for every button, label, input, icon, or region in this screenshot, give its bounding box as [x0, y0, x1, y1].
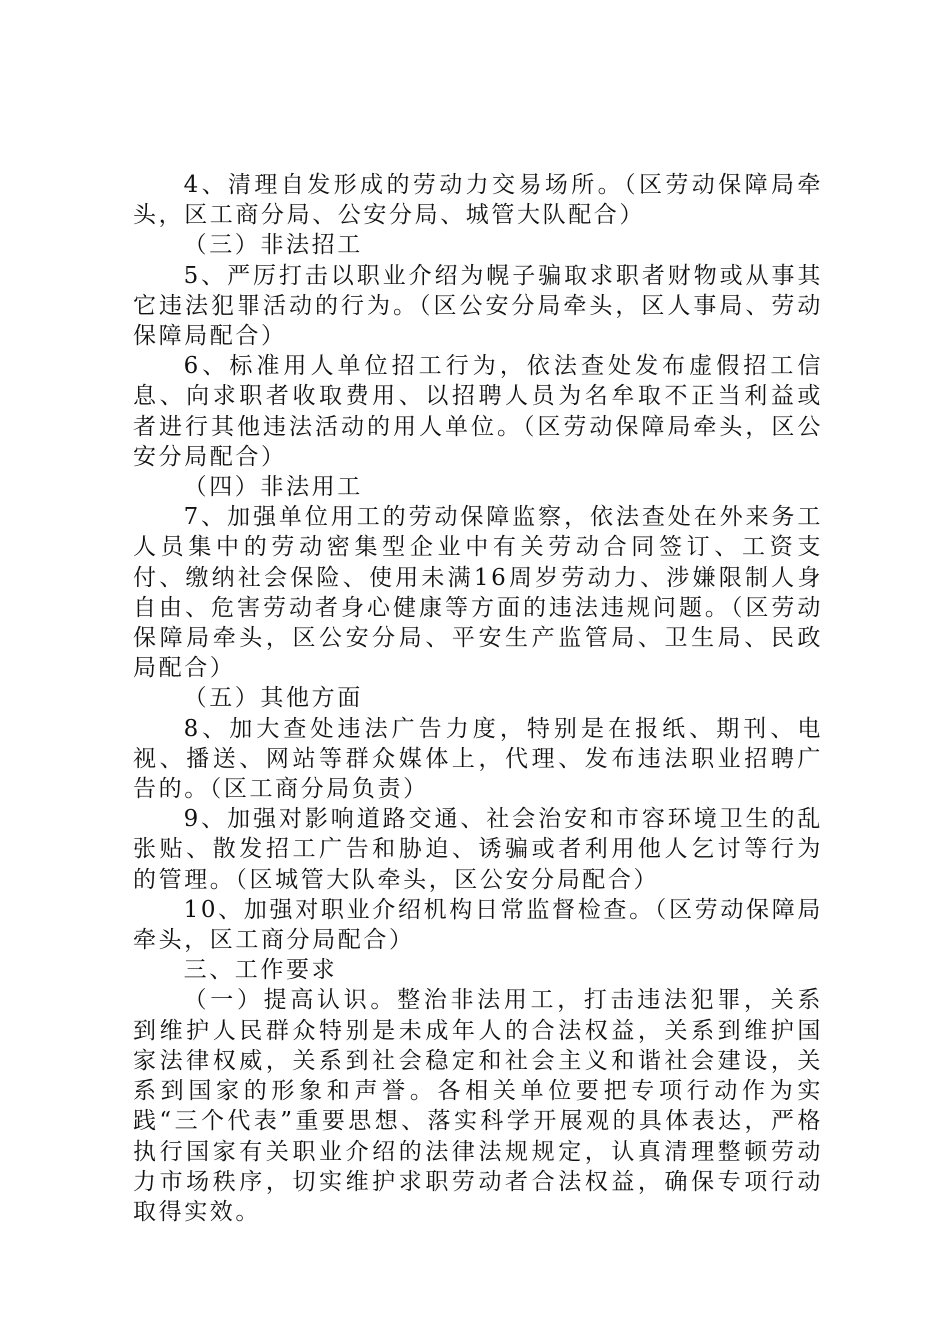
paragraph-item-5: 5、严厉打击以职业介绍为幌子骗取求职者财物或从事其它违法犯罪活动的行为。（区公安分局牵头，区人事局、劳动保障局配合） [133, 262, 823, 350]
paragraph-raise-awareness: （一）提高认识。整治非法用工，打击违法犯罪，关系到维护人民群众特别是未成年人的合法权益，关系到维护国家法律权威，关系到社会稳定和社会主义和谐社会建设，关系到国家的形象和声誉。各相关单位要把专项行动作为实践“三个代表”重要思想、落实科学开展观的具体表达，严格执行国家有关职业介绍的法律法规规定，认真清理整顿劳动力市场秩序，切实维护求职劳动者合法权益，确保专项行动取得实效。 [133, 987, 823, 1225]
section-heading-illegal-recruitment: （三）非法招工 [183, 232, 363, 259]
paragraph-item-4: 4、清理自发形成的劳动力交易场所。（区劳动保障局牵头，区工商分局、公安分局、城管大队配合） [133, 172, 823, 229]
section-heading-illegal-employment: （四）非法用工 [183, 474, 363, 501]
paragraph-item-8: 8、加大查处违法广告力度，特别是在报纸、期刊、电视、播送、网站等群众媒体上，代理、发布违法职业招聘广告的。（区工商分局负责） [133, 715, 823, 803]
paragraph-item-10: 10、加强对职业介绍机构日常监督检查。（区劳动保障局牵头，区工商分局配合） [133, 896, 823, 954]
document-body [133, 170, 823, 1227]
section-heading-work-requirements: 三、工作要求 [183, 957, 338, 984]
section-heading-other-aspects: （五）其他方面 [183, 685, 363, 712]
paragraph-item-9: 9、加强对影响道路交通、社会治安和市容环境卫生的乱张贴、散发招工广告和胁迫、诱骗或者利用他人乞讨等行为的管理。（区城管大队牵头，区公安分局配合） [133, 806, 823, 893]
paragraph-item-7: 7、加强单位用工的劳动保障监察，依法查处在外来务工人员集中的劳动密集型企业中有关劳动合同签订、工资支付、缴纳社会保险、使用未满16周岁劳动力、涉嫌限制人身自由、危害劳动者身心健康等方面的违法违规问题。（区劳动保障局牵头，区公安分局、平安生产监管局、卫生局、民政局配合） [133, 504, 823, 682]
paragraph-item-6: 6、标准用人单位招工行为，依法查处发布虚假招工信息、向求职者收取费用、以招聘人员为名牟取不正当利益或者进行其他违法活动的用人单位。（区劳动保障局牵头，区公安分局配合） [133, 353, 823, 470]
